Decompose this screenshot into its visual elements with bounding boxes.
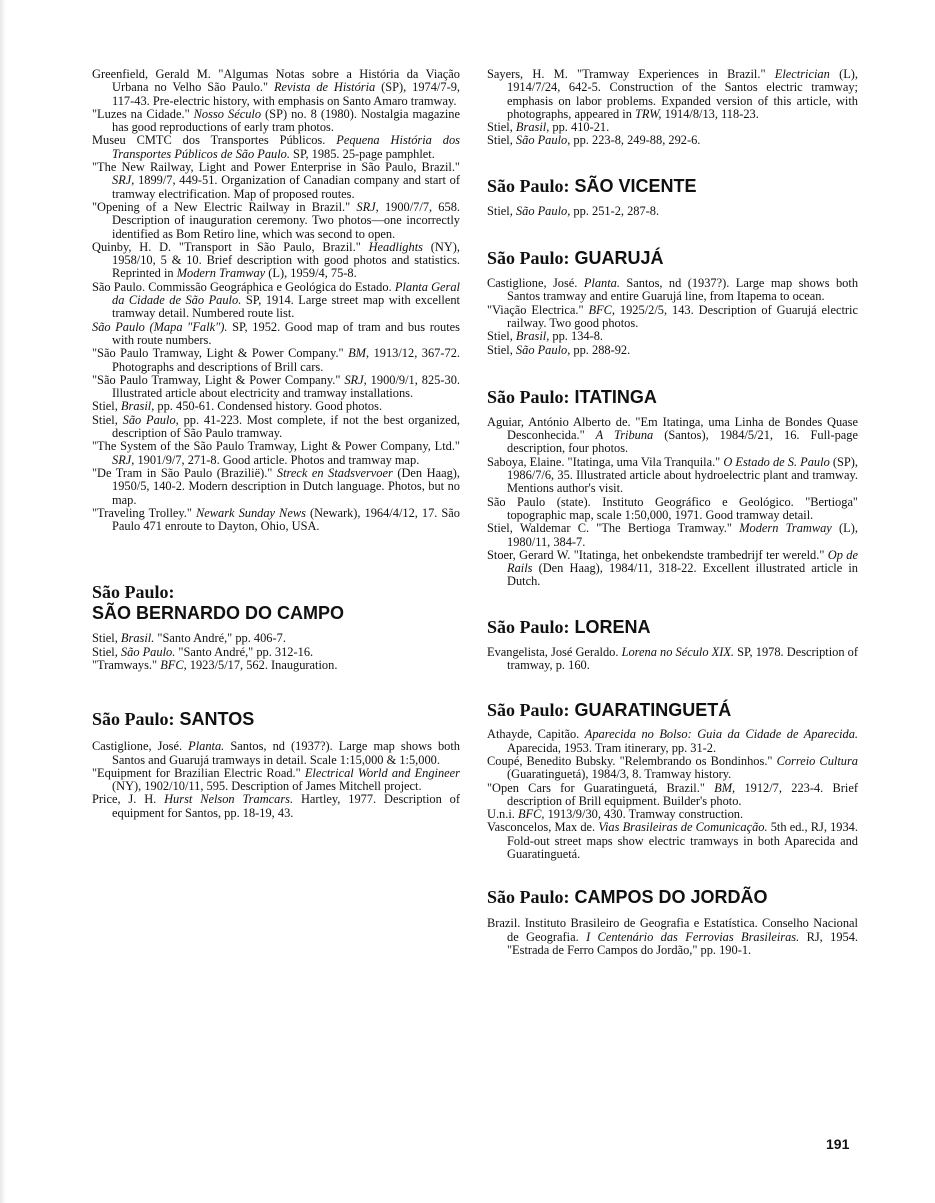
entry-text: pp. 223-8, 249-88, 292-6. bbox=[570, 133, 701, 148]
entry-text: (Guaratinguetá), 1984/3, 8. Tramway history. bbox=[507, 767, 732, 782]
bibliography-entry bbox=[92, 659, 460, 672]
entry-text: Hartley, 1977. Description of equipment for Santos, pp. 18-19, 43. bbox=[112, 792, 460, 820]
bibliography-entry bbox=[92, 374, 460, 401]
bibliography-entry bbox=[487, 68, 858, 121]
section-sao-bernardo-do-campo bbox=[92, 582, 460, 672]
bibliography-entry bbox=[92, 767, 460, 794]
entry-title-italic: Streck en Stadsvervoer bbox=[276, 465, 393, 480]
entry-title-italic: Brasil, bbox=[515, 329, 550, 344]
entry-text: "Equipment for Brazilian Electric Road." bbox=[92, 765, 305, 780]
bibliography-entry bbox=[92, 467, 460, 507]
entry-text: pp. 41-223. Most complete, if not the best organized, description of São Paulo tramway. bbox=[112, 412, 460, 441]
entry-text: SP, 1985. 25-page pamphlet. bbox=[289, 146, 435, 161]
bibliography-entry bbox=[487, 134, 858, 147]
entry-text: Stiel, bbox=[487, 329, 516, 344]
entry-text: (Den Haag), 1984/11, 318-22. Excellent illustrated article in Dutch. bbox=[507, 561, 858, 589]
entry-text: Stiel, Waldemar C. "The Bertioga Tramway." bbox=[487, 521, 740, 536]
entry-text: "São Paulo Tramway, Light & Power Company." bbox=[92, 346, 349, 361]
heading-name: LORENA bbox=[574, 616, 651, 637]
entry-title-italic: Electrician bbox=[774, 67, 830, 81]
entry-text: U.n.i. bbox=[487, 807, 518, 822]
entry-text: SP, 1952. Good map of tram and bus routes with route numbers. bbox=[112, 319, 460, 347]
heading-name: GUARATINGUETÁ bbox=[574, 700, 732, 721]
bibliography-entry bbox=[487, 755, 858, 782]
heading-prefix: São Paulo: bbox=[487, 700, 570, 721]
entry-title-italic: Planta. bbox=[188, 739, 225, 754]
entry-title-italic: Nosso Século bbox=[193, 106, 262, 121]
heading-prefix: São Paulo: bbox=[92, 582, 175, 603]
entry-title-italic: BM, bbox=[348, 346, 370, 361]
entry-title-italic: São Paulo, bbox=[122, 412, 179, 427]
entry-title-italic: SRJ, bbox=[112, 173, 135, 188]
bibliography-entry bbox=[92, 507, 460, 534]
section-heading bbox=[487, 387, 858, 408]
entry-text: Stiel, bbox=[92, 631, 121, 646]
entry-title-italic: TRW, bbox=[635, 106, 662, 121]
entry-text: (NY), 1902/10/11, 595. Description of James Mitchell project. bbox=[112, 779, 422, 794]
bibliography-entry bbox=[487, 496, 858, 523]
bibliography-entry bbox=[487, 549, 858, 589]
entry-text: Museu CMTC dos Transportes Públicos. bbox=[92, 133, 337, 148]
bibliography-entry bbox=[487, 304, 858, 331]
entry-text: "Opening of a New Electric Railway in Brazil." bbox=[92, 199, 357, 214]
section-entries bbox=[487, 416, 858, 589]
bibliography-entry bbox=[487, 416, 858, 456]
entry-text: "Tramways." bbox=[92, 657, 161, 672]
entry-text: Vasconcelos, Max de. bbox=[487, 820, 599, 835]
entry-title-italic: SRJ, bbox=[344, 372, 367, 387]
entry-text: (SP), 1986/7/6, 35. Illustrated article about hydroelectric plant and tramway. Mentions author's visit. bbox=[507, 454, 859, 496]
bibliography-entry bbox=[92, 646, 460, 659]
entry-title-italic: São Paulo, bbox=[515, 203, 571, 218]
heading-name: GUARUJÁ bbox=[574, 248, 664, 269]
entry-text: 1923/5/17, 562. Inauguration. bbox=[186, 657, 338, 672]
entry-title-italic: Brasil, bbox=[515, 120, 550, 135]
entry-text: (L), 1914/7/24, 642-5. Construction of the Santos electric tramway; emphasis on labor problems. Expanded version of this article, with photographs, appeared in bbox=[507, 67, 858, 121]
entry-text: (L), 1959/4, 75-8. bbox=[265, 266, 357, 281]
entry-title-italic: Hurst Nelson Tramcars. bbox=[164, 792, 294, 807]
entry-text: Athayde, Capitão. bbox=[487, 727, 585, 742]
entry-text: 1912/7, 223-4. Brief description of Brill equipment. Builder's photo. bbox=[507, 780, 858, 808]
entry-text: Stiel, bbox=[487, 342, 516, 357]
entry-title-italic: Headlights bbox=[368, 239, 423, 254]
section-guaruja bbox=[487, 248, 858, 357]
heading-name: ITATINGA bbox=[574, 386, 657, 407]
entry-text: 1913/12, 367-72. Photographs and descriptions of Brill cars. bbox=[112, 346, 460, 374]
bibliography-entry bbox=[92, 68, 460, 108]
entry-text: 1925/2/5, 143. Description of Guarujá electric railway. Two good photos. bbox=[507, 302, 858, 330]
entry-text: 1899/7, 449-51. Organization of Canadian company and start of tramway electrification. Map of proposed routes. bbox=[112, 173, 460, 201]
entry-title-italic: Lorena no Século XIX. bbox=[621, 644, 735, 659]
section-entries bbox=[487, 646, 858, 673]
entry-text: Evangelista, José Geraldo. bbox=[487, 644, 622, 659]
entry-text: Greenfield, Gerald M. "Algumas Notas sobre a História da Viação Urbana no Velho São Paulo." bbox=[92, 67, 460, 95]
section-heading bbox=[487, 887, 858, 908]
entry-text: SP, 1978. Description of tramway, p. 160. bbox=[507, 644, 858, 673]
entry-text: Brazil. Instituto Brasileiro de Geografia e Estatística. Conselho Nacional de Geografia. bbox=[487, 916, 858, 944]
bibliography-entry bbox=[92, 347, 460, 374]
entry-title-italic: BFC, bbox=[517, 807, 545, 822]
entry-text: "Open Cars for Guaratinguetá, Brazil." bbox=[487, 780, 715, 795]
entry-text: pp. 410-21. bbox=[549, 120, 610, 135]
section-entries bbox=[92, 740, 460, 820]
entry-title-italic: Op de Rails bbox=[507, 547, 859, 576]
entry-title-italic: Modern Tramway bbox=[739, 521, 832, 536]
entry-text: pp. 251-2, 287-8. bbox=[570, 203, 660, 218]
bibliography-entry bbox=[92, 281, 460, 321]
entry-text: Stoer, Gerard W. "Itatinga, het onbekendste trambedrijf ter wereld." bbox=[487, 547, 828, 562]
bibliography-entry bbox=[487, 808, 858, 821]
entry-title-italic: Correio Cultura bbox=[776, 753, 858, 768]
entry-title-italic: Planta Geral da Cidade de São Paulo. bbox=[112, 279, 460, 308]
entry-title-italic: Electrical World and Engineer bbox=[304, 765, 460, 780]
entry-text: (Den Haag), 1950/5, 140-2. Modern description in Dutch language. Photos, but no map. bbox=[112, 465, 461, 507]
entry-text: (Santos), 1984/5/21, 16. Full-page description, four photos. bbox=[507, 428, 858, 456]
sao-paulo-bibliography-continued bbox=[92, 68, 460, 533]
santos-bibliography-continued bbox=[487, 68, 858, 148]
entry-text: Quinby, H. D. "Transport in São Paulo, Brazil." bbox=[92, 239, 369, 254]
bibliography-entry bbox=[92, 161, 460, 201]
entry-text: "Viação Electrica." bbox=[487, 302, 589, 317]
section-heading bbox=[92, 709, 460, 730]
section-campos-do-jordao bbox=[487, 887, 858, 957]
heading-prefix: São Paulo: bbox=[487, 887, 570, 908]
entry-text: Stiel, bbox=[92, 412, 123, 427]
heading-prefix: São Paulo: bbox=[92, 709, 175, 730]
entry-text: Coupé, Benedito Bubsky. "Relembrando os Bondinhos." bbox=[487, 753, 777, 768]
left-column bbox=[92, 68, 460, 820]
heading-prefix: São Paulo: bbox=[487, 175, 570, 196]
section-entries bbox=[487, 205, 858, 218]
entry-text: "São Paulo Tramway, Light & Power Company." bbox=[92, 372, 345, 387]
entry-text: Saboya, Elaine. "Itatinga, uma Vila Tranquila." bbox=[487, 454, 724, 469]
entry-text: RJ, 1954. "Estrada de Ferro Campos do Jordão," pp. 190-1. bbox=[507, 929, 858, 957]
entry-title-italic: Revista de História bbox=[273, 80, 376, 95]
entry-text: Castiglione, José. bbox=[487, 276, 584, 291]
entry-text: "Luzes na Cidade." bbox=[92, 106, 194, 121]
section-heading bbox=[92, 582, 460, 624]
heading-name: SÃO BERNARDO DO CAMPO bbox=[92, 603, 345, 624]
entry-text: Stiel, bbox=[487, 120, 516, 135]
entry-title-italic: Newark Sunday News bbox=[196, 505, 306, 520]
heading-prefix: São Paulo: bbox=[487, 386, 570, 407]
entry-text: Price, J. H. bbox=[92, 792, 165, 807]
entry-title-italic: BFC, bbox=[160, 657, 187, 672]
entry-title-italic: I Centenário das Ferrovias Brasileiras. bbox=[586, 929, 800, 944]
bibliography-entry bbox=[92, 108, 460, 135]
bibliography-entry bbox=[487, 646, 858, 673]
entry-title-italic: São Paulo, bbox=[515, 342, 571, 357]
heading-name: SANTOS bbox=[179, 709, 255, 730]
entry-text: pp. 134-8. bbox=[549, 329, 604, 344]
entry-text: "Traveling Trolley." bbox=[92, 505, 196, 520]
entry-text: 1913/9/30, 430. Tramway construction. bbox=[544, 807, 744, 822]
entry-text: São Paulo (state). Instituto Geográfico e Geológico. "Bertioga" topographic map, scale 1:50,000, 1971. Good tramway detail. bbox=[487, 494, 858, 522]
entry-title-italic: Pequena História dos Transportes Públicos de São Paulo. bbox=[112, 133, 460, 161]
entry-text: 5th ed., RJ, 1934. Fold-out street maps show electric tramways in both Aparecida and Guaratinguetá. bbox=[507, 820, 858, 861]
heading-name: SÃO VICENTE bbox=[574, 175, 697, 196]
section-heading bbox=[487, 248, 858, 269]
bibliography-entry bbox=[92, 632, 460, 645]
entry-text: 1900/7/7, 658. Description of inauguration ceremony. Two photos—one incorrectly identified as Bom Retiro line, which was second to open. bbox=[112, 199, 460, 241]
entry-text: (SP) no. 8 (1980). Nostalgia magazine has good reproductions of early tram photos. bbox=[112, 106, 460, 135]
entry-text: (L), 1980/11, 384-7. bbox=[507, 521, 858, 549]
entry-text: 1901/9/7, 271-8. Good article. Photos and tramway map. bbox=[134, 452, 420, 467]
entry-text: São Paulo. Commissão Geográphica e Geológica do Estado. bbox=[92, 279, 395, 294]
section-sao-vicente bbox=[487, 176, 858, 218]
entry-text: Aparecida, 1953. Tram itinerary, pp. 31-2. bbox=[507, 740, 717, 755]
entry-text: pp. 288-92. bbox=[570, 342, 631, 357]
entry-title-italic: SRJ, bbox=[112, 452, 135, 467]
bibliography-entry bbox=[92, 134, 460, 161]
section-heading bbox=[487, 176, 858, 197]
entry-text: (SP), 1974/7-9, 117-43. Pre-electric history, with emphasis on Santo Amaro tramway. bbox=[112, 80, 460, 108]
entry-text: "De Tram in São Paulo (Braziliё)." bbox=[92, 465, 277, 480]
entry-title-italic: A Tribuna bbox=[595, 428, 654, 443]
entry-text: 1900/9/1, 825-30. Illustrated article about electricity and tramway installations. bbox=[112, 372, 460, 401]
page-number: 191 bbox=[826, 1136, 850, 1152]
entry-title-italic: BFC, bbox=[588, 302, 615, 317]
section-entries bbox=[92, 632, 460, 672]
right-column bbox=[487, 68, 858, 957]
bibliography-entry bbox=[92, 400, 460, 413]
entry-title-italic: Brasil. bbox=[120, 631, 155, 646]
entry-text: Sayers, H. M. "Tramway Experiences in Brazil." bbox=[487, 67, 775, 81]
section-entries bbox=[487, 277, 858, 357]
bibliography-entry bbox=[487, 728, 858, 755]
section-heading bbox=[487, 617, 858, 638]
entry-text: Stiel, bbox=[92, 644, 121, 659]
entry-text: "The New Railway, Light and Power Enterprise in São Paulo, Brazil." bbox=[92, 160, 460, 175]
bibliography-entry bbox=[487, 456, 858, 496]
bibliography-entry bbox=[487, 522, 858, 549]
section-entries bbox=[487, 917, 858, 957]
entry-title-italic: Modern Tramway bbox=[176, 266, 266, 281]
bibliography-entry bbox=[92, 201, 460, 241]
heading-name: CAMPOS DO JORDÃO bbox=[574, 887, 768, 908]
bibliography-entry bbox=[487, 330, 858, 343]
section-itatinga bbox=[487, 387, 858, 589]
bibliography-entry bbox=[487, 277, 858, 304]
bibliography-entry bbox=[92, 440, 460, 467]
entry-title-italic: São Paulo (Mapa "Falk"). bbox=[92, 319, 228, 334]
entry-title-italic: O Estado de S. Paulo bbox=[723, 454, 830, 469]
entry-text: Stiel, bbox=[92, 399, 121, 414]
entry-text: SP, 1914. Large street map with excellent tramway detail. Numbered route list. bbox=[112, 293, 460, 321]
entry-text: "Santo André," pp. 406-7. bbox=[154, 631, 286, 646]
bibliography-entry bbox=[487, 344, 858, 357]
bibliography-entry bbox=[92, 793, 460, 820]
entry-text: Stiel, bbox=[487, 203, 516, 218]
entry-title-italic: Brasil, bbox=[120, 399, 155, 414]
entry-text: "Santo André," pp. 312-16. bbox=[175, 644, 314, 659]
entry-text: Santos, nd (1937?). Large map shows both Santos tramway and entire Guarujá line, from Itapema to ocean. bbox=[507, 276, 859, 304]
entry-text: Castiglione, José. bbox=[92, 739, 189, 754]
bibliography-entry bbox=[487, 121, 858, 134]
entry-title-italic: BM, bbox=[714, 780, 736, 795]
entry-title-italic: Planta. bbox=[583, 276, 620, 291]
bibliography-entry bbox=[487, 917, 858, 957]
section-heading bbox=[487, 700, 858, 721]
bibliography-entry bbox=[487, 821, 858, 861]
section-santos bbox=[92, 709, 460, 820]
entry-text: Aguiar, António Alberto de. "Em Itatinga, uma Linha de Bondes Quase Desconhecida." bbox=[487, 414, 858, 443]
entry-title-italic: Vias Brasileiras de Comunicação. bbox=[598, 820, 768, 835]
section-entries bbox=[487, 728, 858, 861]
entry-text: 1914/8/13, 118-23. bbox=[661, 106, 759, 121]
entry-title-italic: São Paulo, bbox=[515, 133, 571, 148]
heading-prefix: São Paulo: bbox=[487, 248, 570, 269]
bibliography-entry bbox=[92, 740, 460, 767]
entry-title-italic: São Paulo. bbox=[120, 644, 176, 659]
entry-text: Santos, nd (1937?). Large map shows both Santos and Guarujá tramways in detail. Scale 1:15,000 & 1:5,000. bbox=[112, 739, 461, 767]
bibliography-entry bbox=[92, 241, 460, 281]
section-lorena bbox=[487, 617, 858, 673]
heading-prefix: São Paulo: bbox=[487, 616, 570, 637]
bibliography-entry bbox=[487, 205, 858, 218]
entry-text: "The System of the São Paulo Tramway, Light & Power Company, Ltd." bbox=[92, 439, 460, 454]
bibliography-entry bbox=[92, 414, 460, 441]
entry-text: pp. 450-61. Condensed history. Good photos. bbox=[154, 399, 383, 414]
bibliography-entry bbox=[487, 782, 858, 809]
entry-text: (Newark), 1964/4/12, 17. São Paulo 471 enroute to Dayton, Ohio, USA. bbox=[112, 505, 460, 534]
bibliography-entry bbox=[92, 321, 460, 348]
entry-title-italic: Aparecida no Bolso: Guia da Cidade de Aparecida. bbox=[584, 727, 859, 742]
section-guaratingueta bbox=[487, 700, 858, 861]
entry-text: (NY), 1958/10, 5 & 10. Brief description with good photos and statistics. Reprinted in bbox=[112, 239, 460, 281]
entry-text: Stiel, bbox=[487, 133, 516, 148]
entry-title-italic: SRJ, bbox=[356, 199, 379, 214]
